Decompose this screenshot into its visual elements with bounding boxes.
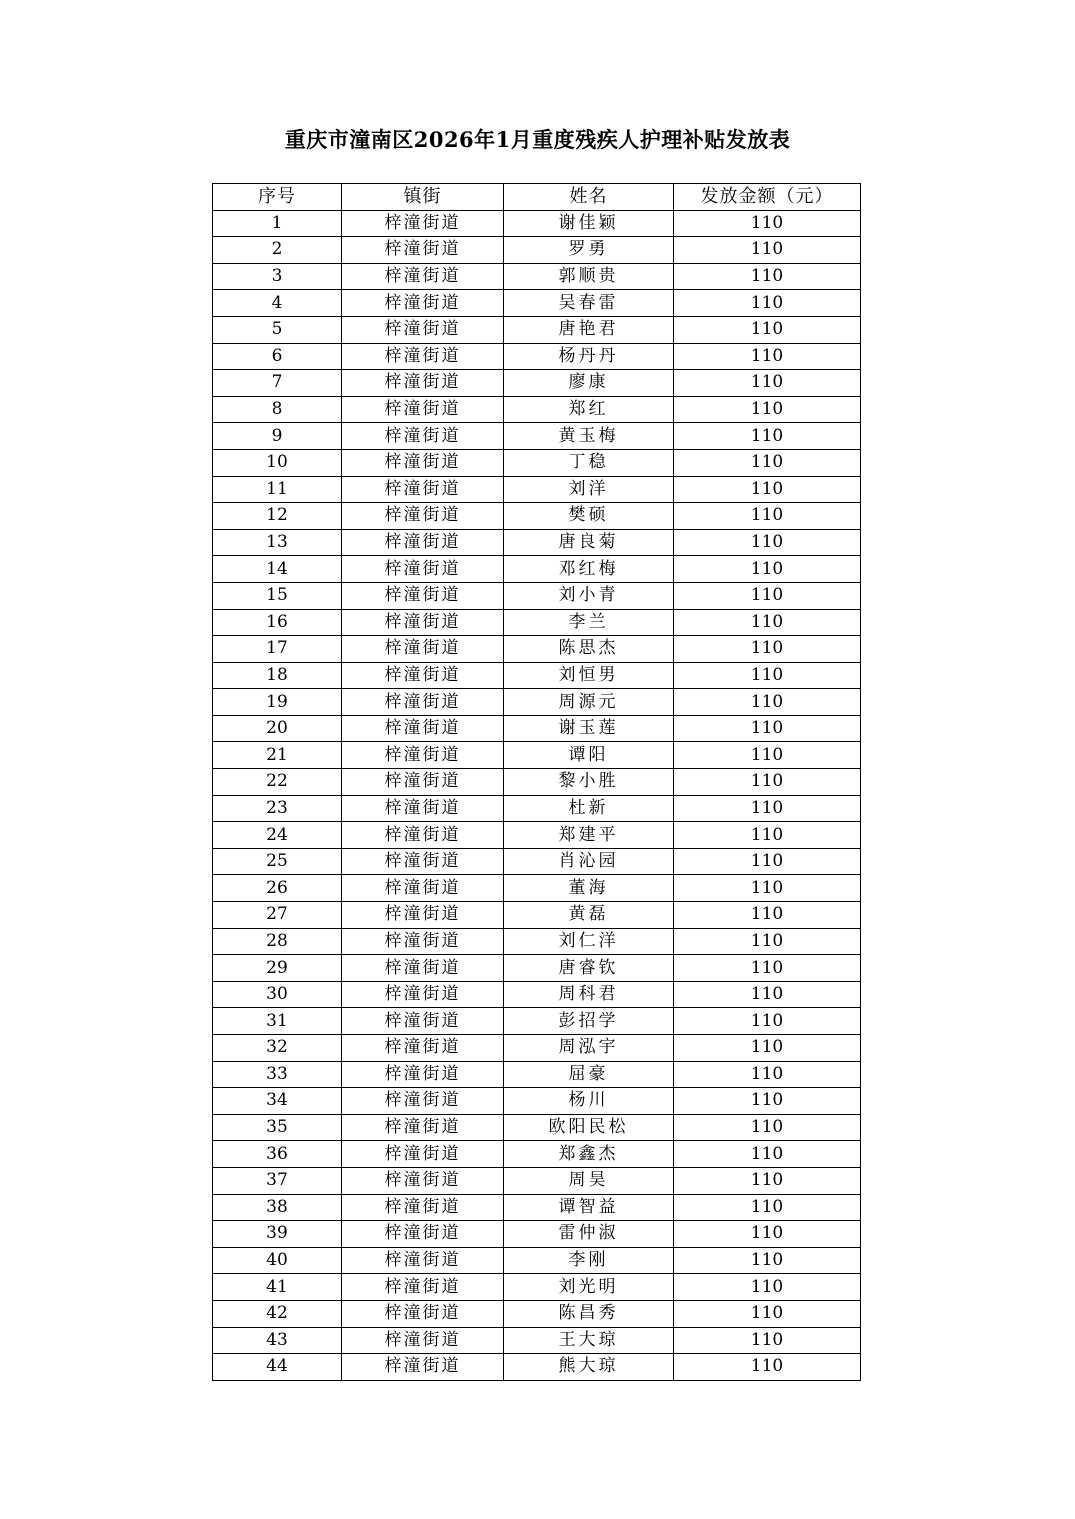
cell-town: 梓潼街道	[342, 1247, 504, 1274]
cell-amount: 110	[674, 742, 861, 769]
cell-amount: 110	[674, 1167, 861, 1194]
table-row	[213, 742, 861, 769]
cell-name: 谢佳颖	[504, 210, 674, 237]
table-row	[213, 1061, 861, 1088]
cell-serial-number: 8	[213, 396, 342, 423]
cell-amount: 110	[674, 662, 861, 689]
cell-name: 彭招学	[504, 1008, 674, 1035]
cell-serial-number: 38	[213, 1194, 342, 1221]
cell-amount: 110	[674, 1114, 861, 1141]
cell-serial-number: 41	[213, 1274, 342, 1301]
table-row	[213, 1194, 861, 1221]
table-row	[213, 981, 861, 1008]
cell-amount: 110	[674, 529, 861, 556]
table-row	[213, 582, 861, 609]
cell-name: 谭智益	[504, 1194, 674, 1221]
cell-amount: 110	[674, 1194, 861, 1221]
cell-town: 梓潼街道	[342, 981, 504, 1008]
cell-amount: 110	[674, 290, 861, 317]
cell-name: 郑鑫杰	[504, 1141, 674, 1168]
cell-serial-number: 9	[213, 423, 342, 450]
cell-town: 梓潼街道	[342, 529, 504, 556]
table-row	[213, 902, 861, 929]
cell-town: 梓潼街道	[342, 449, 504, 476]
cell-serial-number: 43	[213, 1327, 342, 1354]
cell-serial-number: 28	[213, 928, 342, 955]
cell-serial-number: 11	[213, 476, 342, 503]
cell-serial-number: 5	[213, 316, 342, 343]
cell-name: 熊大琼	[504, 1354, 674, 1381]
cell-town: 梓潼街道	[342, 1274, 504, 1301]
table-row	[213, 1167, 861, 1194]
cell-serial-number: 18	[213, 662, 342, 689]
cell-town: 梓潼街道	[342, 715, 504, 742]
cell-name: 黎小胜	[504, 769, 674, 796]
table-row	[213, 1274, 861, 1301]
cell-serial-number: 36	[213, 1141, 342, 1168]
cell-serial-number: 44	[213, 1354, 342, 1381]
cell-serial-number: 13	[213, 529, 342, 556]
table-row	[213, 1114, 861, 1141]
cell-town: 梓潼街道	[342, 290, 504, 317]
cell-amount: 110	[674, 1327, 861, 1354]
cell-amount: 110	[674, 689, 861, 716]
cell-name: 杨丹丹	[504, 343, 674, 370]
table-row	[213, 1088, 861, 1115]
cell-name: 刘仁洋	[504, 928, 674, 955]
cell-amount: 110	[674, 1221, 861, 1248]
header-amount: 发放金额（元）	[674, 184, 861, 211]
cell-amount: 110	[674, 1354, 861, 1381]
cell-serial-number: 33	[213, 1061, 342, 1088]
cell-amount: 110	[674, 582, 861, 609]
cell-amount: 110	[674, 237, 861, 264]
cell-name: 肖沁园	[504, 848, 674, 875]
cell-name: 唐艳君	[504, 316, 674, 343]
cell-town: 梓潼街道	[342, 263, 504, 290]
cell-name: 周泓宇	[504, 1035, 674, 1062]
cell-serial-number: 26	[213, 875, 342, 902]
table-row	[213, 396, 861, 423]
cell-town: 梓潼街道	[342, 503, 504, 530]
cell-serial-number: 21	[213, 742, 342, 769]
cell-town: 梓潼街道	[342, 1088, 504, 1115]
cell-name: 刘恒男	[504, 662, 674, 689]
cell-name: 李兰	[504, 609, 674, 636]
cell-town: 梓潼街道	[342, 902, 504, 929]
table-row	[213, 689, 861, 716]
table-row	[213, 556, 861, 583]
table-row	[213, 1354, 861, 1381]
cell-serial-number: 24	[213, 822, 342, 849]
table-row	[213, 875, 861, 902]
table-row	[213, 529, 861, 556]
cell-name: 杜新	[504, 795, 674, 822]
cell-serial-number: 16	[213, 609, 342, 636]
cell-name: 黄玉梅	[504, 423, 674, 450]
cell-town: 梓潼街道	[342, 556, 504, 583]
cell-town: 梓潼街道	[342, 237, 504, 264]
cell-serial-number: 30	[213, 981, 342, 1008]
cell-name: 丁稳	[504, 449, 674, 476]
table-row	[213, 769, 861, 796]
cell-serial-number: 31	[213, 1008, 342, 1035]
cell-serial-number: 42	[213, 1300, 342, 1327]
cell-name: 廖康	[504, 370, 674, 397]
cell-amount: 110	[674, 449, 861, 476]
cell-amount: 110	[674, 1247, 861, 1274]
cell-amount: 110	[674, 1088, 861, 1115]
cell-name: 罗勇	[504, 237, 674, 264]
cell-serial-number: 14	[213, 556, 342, 583]
cell-serial-number: 1	[213, 210, 342, 237]
cell-town: 梓潼街道	[342, 662, 504, 689]
cell-serial-number: 17	[213, 636, 342, 663]
cell-town: 梓潼街道	[342, 636, 504, 663]
cell-serial-number: 27	[213, 902, 342, 929]
table-row	[213, 715, 861, 742]
cell-amount: 110	[674, 955, 861, 982]
cell-amount: 110	[674, 981, 861, 1008]
page-title: 重庆市潼南区2026年1月重度残疾人护理补贴发放表	[284, 127, 791, 152]
cell-town: 梓潼街道	[342, 928, 504, 955]
cell-amount: 110	[674, 423, 861, 450]
cell-amount: 110	[674, 822, 861, 849]
cell-amount: 110	[674, 715, 861, 742]
cell-town: 梓潼街道	[342, 582, 504, 609]
cell-amount: 110	[674, 609, 861, 636]
cell-name: 谢玉莲	[504, 715, 674, 742]
cell-town: 梓潼街道	[342, 1167, 504, 1194]
cell-town: 梓潼街道	[342, 955, 504, 982]
cell-name: 郑建平	[504, 822, 674, 849]
cell-serial-number: 40	[213, 1247, 342, 1274]
cell-amount: 110	[674, 343, 861, 370]
cell-amount: 110	[674, 1008, 861, 1035]
cell-amount: 110	[674, 210, 861, 237]
cell-amount: 110	[674, 556, 861, 583]
cell-serial-number: 19	[213, 689, 342, 716]
cell-name: 周源元	[504, 689, 674, 716]
cell-name: 周昊	[504, 1167, 674, 1194]
cell-name: 吴春雷	[504, 290, 674, 317]
cell-name: 樊硕	[504, 503, 674, 530]
table-row	[213, 636, 861, 663]
header-town: 镇街	[342, 184, 504, 211]
cell-town: 梓潼街道	[342, 210, 504, 237]
cell-amount: 110	[674, 316, 861, 343]
table-row	[213, 1247, 861, 1274]
table-row	[213, 795, 861, 822]
table-row	[213, 423, 861, 450]
cell-serial-number: 20	[213, 715, 342, 742]
cell-serial-number: 39	[213, 1221, 342, 1248]
table-row	[213, 928, 861, 955]
cell-town: 梓潼街道	[342, 370, 504, 397]
cell-serial-number: 3	[213, 263, 342, 290]
cell-serial-number: 32	[213, 1035, 342, 1062]
table-row	[213, 263, 861, 290]
cell-amount: 110	[674, 1274, 861, 1301]
cell-town: 梓潼街道	[342, 769, 504, 796]
cell-name: 谭阳	[504, 742, 674, 769]
table-row	[213, 1141, 861, 1168]
cell-serial-number: 25	[213, 848, 342, 875]
table-row	[213, 316, 861, 343]
cell-town: 梓潼街道	[342, 689, 504, 716]
cell-name: 郑红	[504, 396, 674, 423]
table-row	[213, 503, 861, 530]
cell-amount: 110	[674, 848, 861, 875]
table-row	[213, 370, 861, 397]
table-row	[213, 343, 861, 370]
cell-amount: 110	[674, 1141, 861, 1168]
cell-town: 梓潼街道	[342, 822, 504, 849]
cell-amount: 110	[674, 902, 861, 929]
cell-name: 陈昌秀	[504, 1300, 674, 1327]
cell-amount: 110	[674, 1061, 861, 1088]
cell-name: 王大琼	[504, 1327, 674, 1354]
cell-name: 唐睿钦	[504, 955, 674, 982]
cell-serial-number: 23	[213, 795, 342, 822]
subsidy-table	[212, 183, 861, 1381]
cell-name: 邓红梅	[504, 556, 674, 583]
cell-amount: 110	[674, 875, 861, 902]
cell-town: 梓潼街道	[342, 1061, 504, 1088]
table-row	[213, 449, 861, 476]
cell-name: 郭顺贵	[504, 263, 674, 290]
cell-serial-number: 22	[213, 769, 342, 796]
cell-name: 唐良菊	[504, 529, 674, 556]
cell-serial-number: 29	[213, 955, 342, 982]
cell-name: 董海	[504, 875, 674, 902]
table-row	[213, 210, 861, 237]
cell-serial-number: 10	[213, 449, 342, 476]
table-row	[213, 1221, 861, 1248]
cell-name: 陈思杰	[504, 636, 674, 663]
cell-serial-number: 15	[213, 582, 342, 609]
cell-name: 欧阳民松	[504, 1114, 674, 1141]
header-serial-number: 序号	[213, 184, 342, 211]
header-name: 姓名	[504, 184, 674, 211]
table-row	[213, 822, 861, 849]
cell-name: 周科君	[504, 981, 674, 1008]
cell-name: 杨川	[504, 1088, 674, 1115]
table-row	[213, 662, 861, 689]
cell-town: 梓潼街道	[342, 1327, 504, 1354]
cell-serial-number: 7	[213, 370, 342, 397]
cell-amount: 110	[674, 928, 861, 955]
table-row	[213, 1008, 861, 1035]
cell-serial-number: 4	[213, 290, 342, 317]
cell-serial-number: 2	[213, 237, 342, 264]
cell-amount: 110	[674, 1300, 861, 1327]
cell-town: 梓潼街道	[342, 1354, 504, 1381]
cell-serial-number: 6	[213, 343, 342, 370]
table-body	[213, 210, 861, 1380]
cell-town: 梓潼街道	[342, 476, 504, 503]
cell-town: 梓潼街道	[342, 396, 504, 423]
cell-town: 梓潼街道	[342, 1035, 504, 1062]
table-row	[213, 237, 861, 264]
table-row	[213, 609, 861, 636]
cell-town: 梓潼街道	[342, 742, 504, 769]
cell-town: 梓潼街道	[342, 875, 504, 902]
cell-name: 刘小青	[504, 582, 674, 609]
cell-amount: 110	[674, 636, 861, 663]
table-row	[213, 290, 861, 317]
cell-town: 梓潼街道	[342, 343, 504, 370]
cell-town: 梓潼街道	[342, 1008, 504, 1035]
cell-serial-number: 12	[213, 503, 342, 530]
cell-name: 雷仲淑	[504, 1221, 674, 1248]
table-row	[213, 848, 861, 875]
cell-town: 梓潼街道	[342, 423, 504, 450]
cell-town: 梓潼街道	[342, 316, 504, 343]
cell-amount: 110	[674, 1035, 861, 1062]
cell-amount: 110	[674, 370, 861, 397]
cell-town: 梓潼街道	[342, 1300, 504, 1327]
cell-name: 刘光明	[504, 1274, 674, 1301]
cell-town: 梓潼街道	[342, 1114, 504, 1141]
cell-amount: 110	[674, 263, 861, 290]
cell-name: 黄磊	[504, 902, 674, 929]
table-header-row	[213, 184, 861, 211]
cell-amount: 110	[674, 503, 861, 530]
cell-town: 梓潼街道	[342, 1141, 504, 1168]
cell-serial-number: 35	[213, 1114, 342, 1141]
table-row	[213, 1035, 861, 1062]
cell-town: 梓潼街道	[342, 795, 504, 822]
cell-name: 屈豪	[504, 1061, 674, 1088]
cell-serial-number: 37	[213, 1167, 342, 1194]
cell-name: 李刚	[504, 1247, 674, 1274]
table-row	[213, 1300, 861, 1327]
cell-serial-number: 34	[213, 1088, 342, 1115]
cell-town: 梓潼街道	[342, 848, 504, 875]
table-row	[213, 955, 861, 982]
cell-name: 刘洋	[504, 476, 674, 503]
table-row	[213, 476, 861, 503]
cell-town: 梓潼街道	[342, 1221, 504, 1248]
cell-amount: 110	[674, 795, 861, 822]
cell-town: 梓潼街道	[342, 609, 504, 636]
cell-town: 梓潼街道	[342, 1194, 504, 1221]
cell-amount: 110	[674, 396, 861, 423]
cell-amount: 110	[674, 769, 861, 796]
cell-amount: 110	[674, 476, 861, 503]
table-row	[213, 1327, 861, 1354]
